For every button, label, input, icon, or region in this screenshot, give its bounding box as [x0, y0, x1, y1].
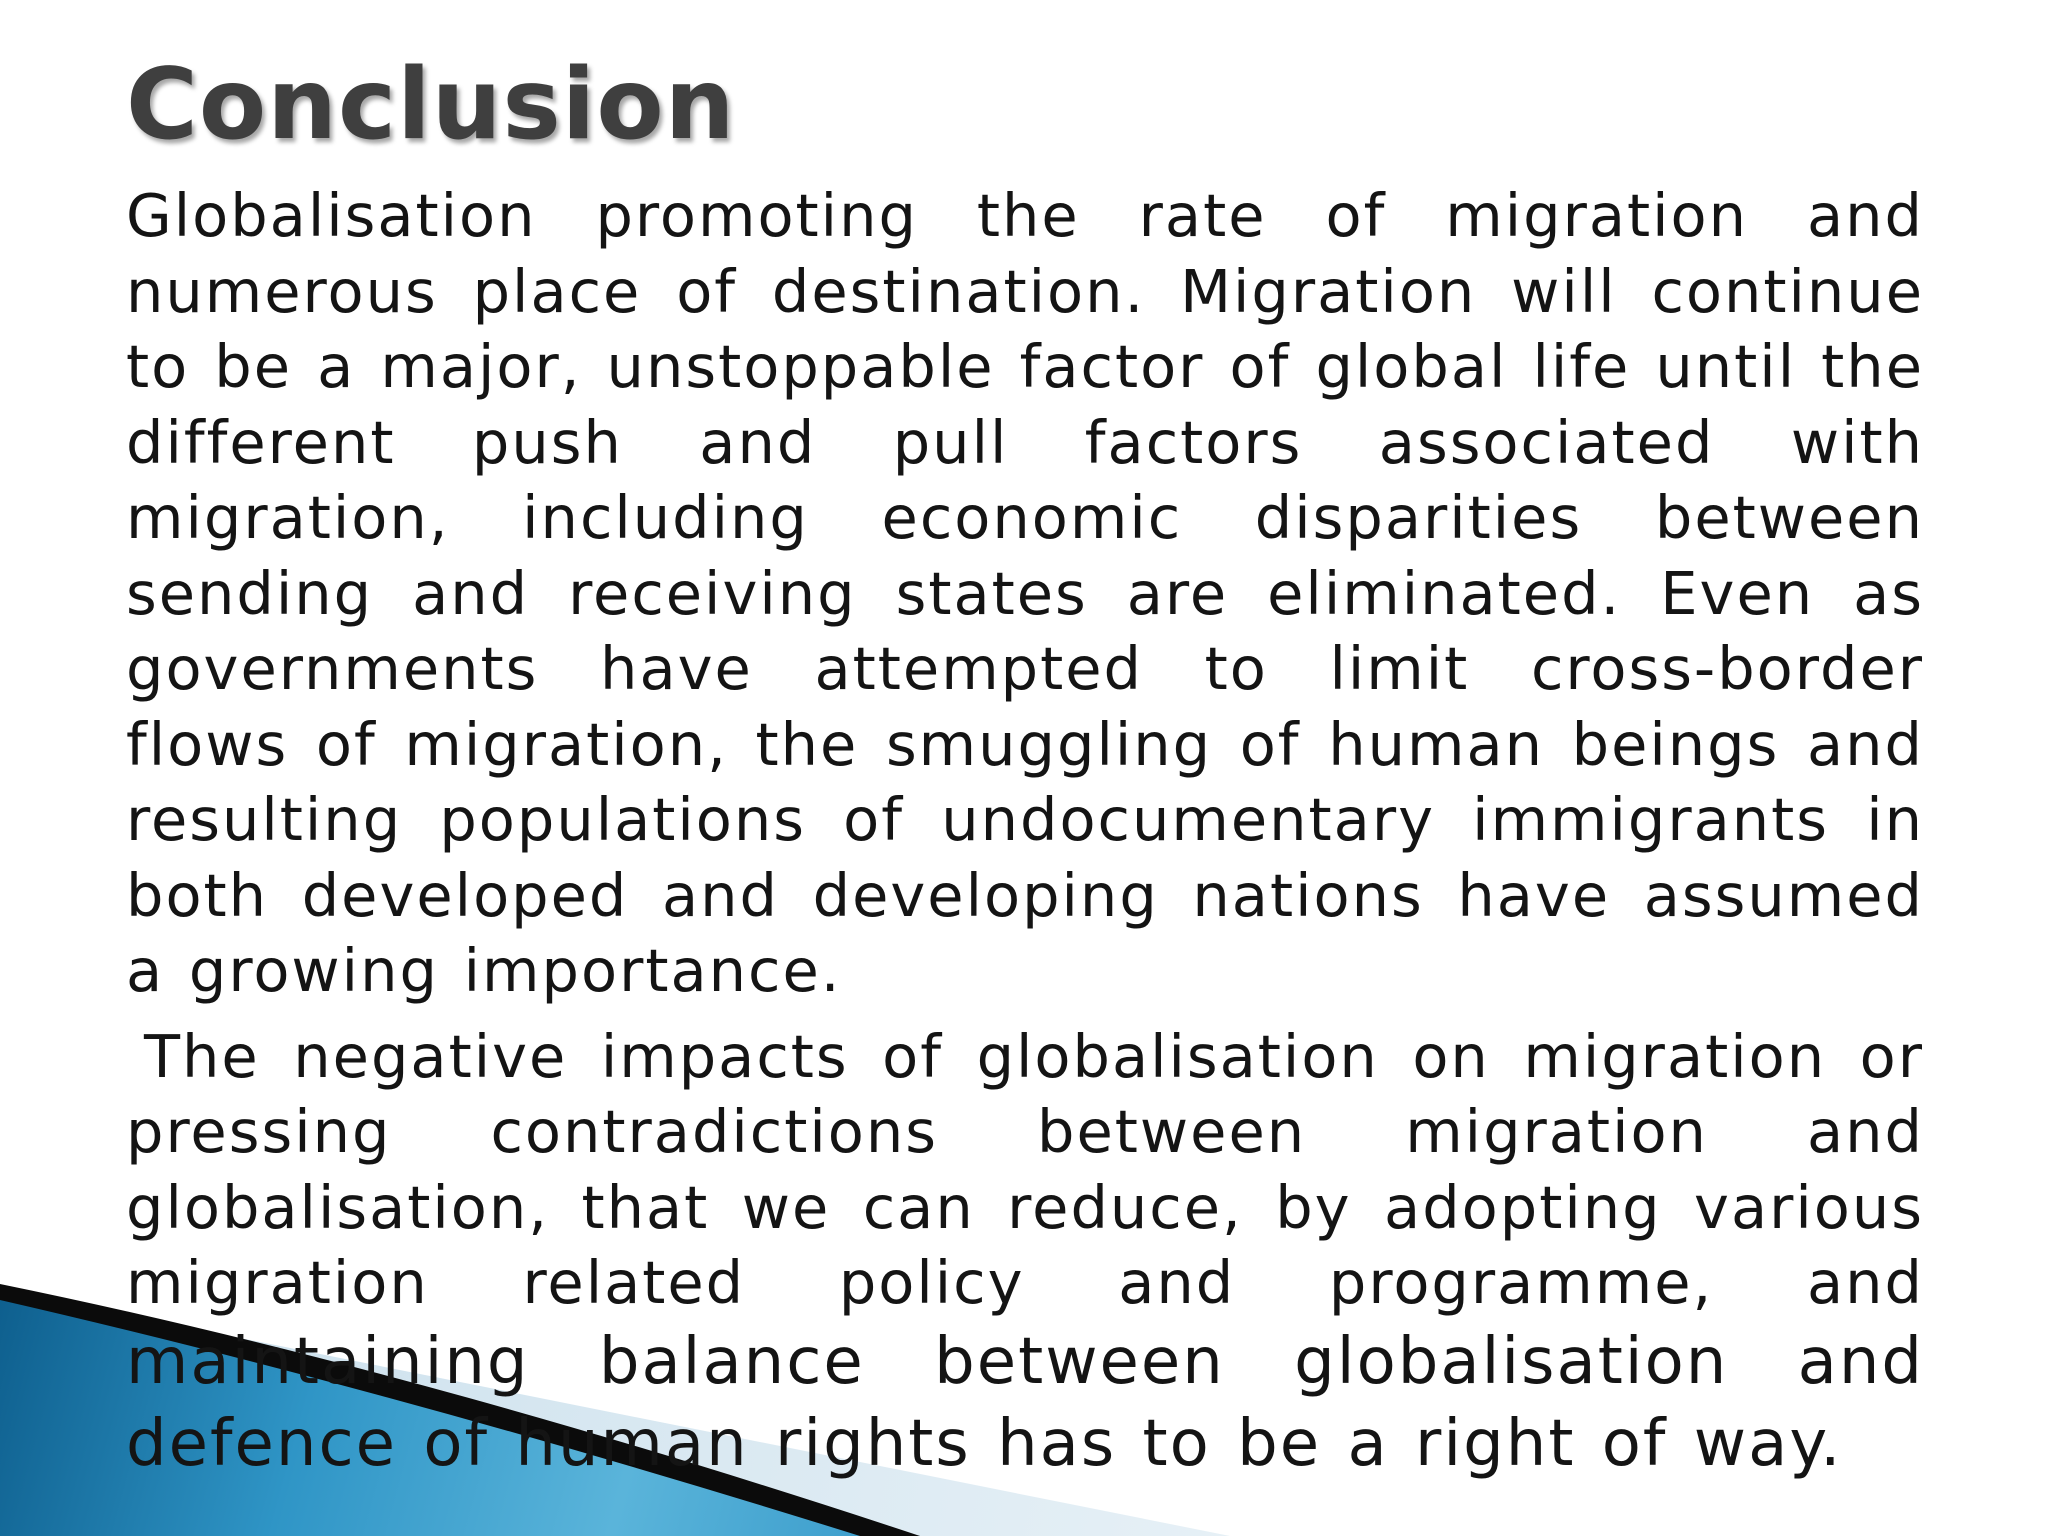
paragraph-2: [126, 1019, 1924, 1485]
slide-body: [126, 178, 1924, 1485]
paragraph-2-text: The negative impacts of globalisation on migration or pressing contradictions between migration and globalisation, that we can reduce, by adopting various migration related policy and programme, and: [126, 1021, 1924, 1317]
page-title: Conclusion: [126, 48, 736, 162]
paragraph-2-continuation: maintaining balance between globalisation and defence of human rights has to be a right of way.: [126, 1324, 1924, 1481]
paragraph-1: Globalisation promoting the rate of migration and numerous place of destination. Migration will continue to be a major, unstoppable factor of global life until the different push and pull factors associated with migration, including economic disparities between sending and receiving states are eliminated. Even as governments have attempted to limit cross-border flows of migration, the smuggling of human beings and resulting populations of undocumentary immigrants in both developed and developing nations have assumed a growing importance.: [126, 181, 1924, 1005]
